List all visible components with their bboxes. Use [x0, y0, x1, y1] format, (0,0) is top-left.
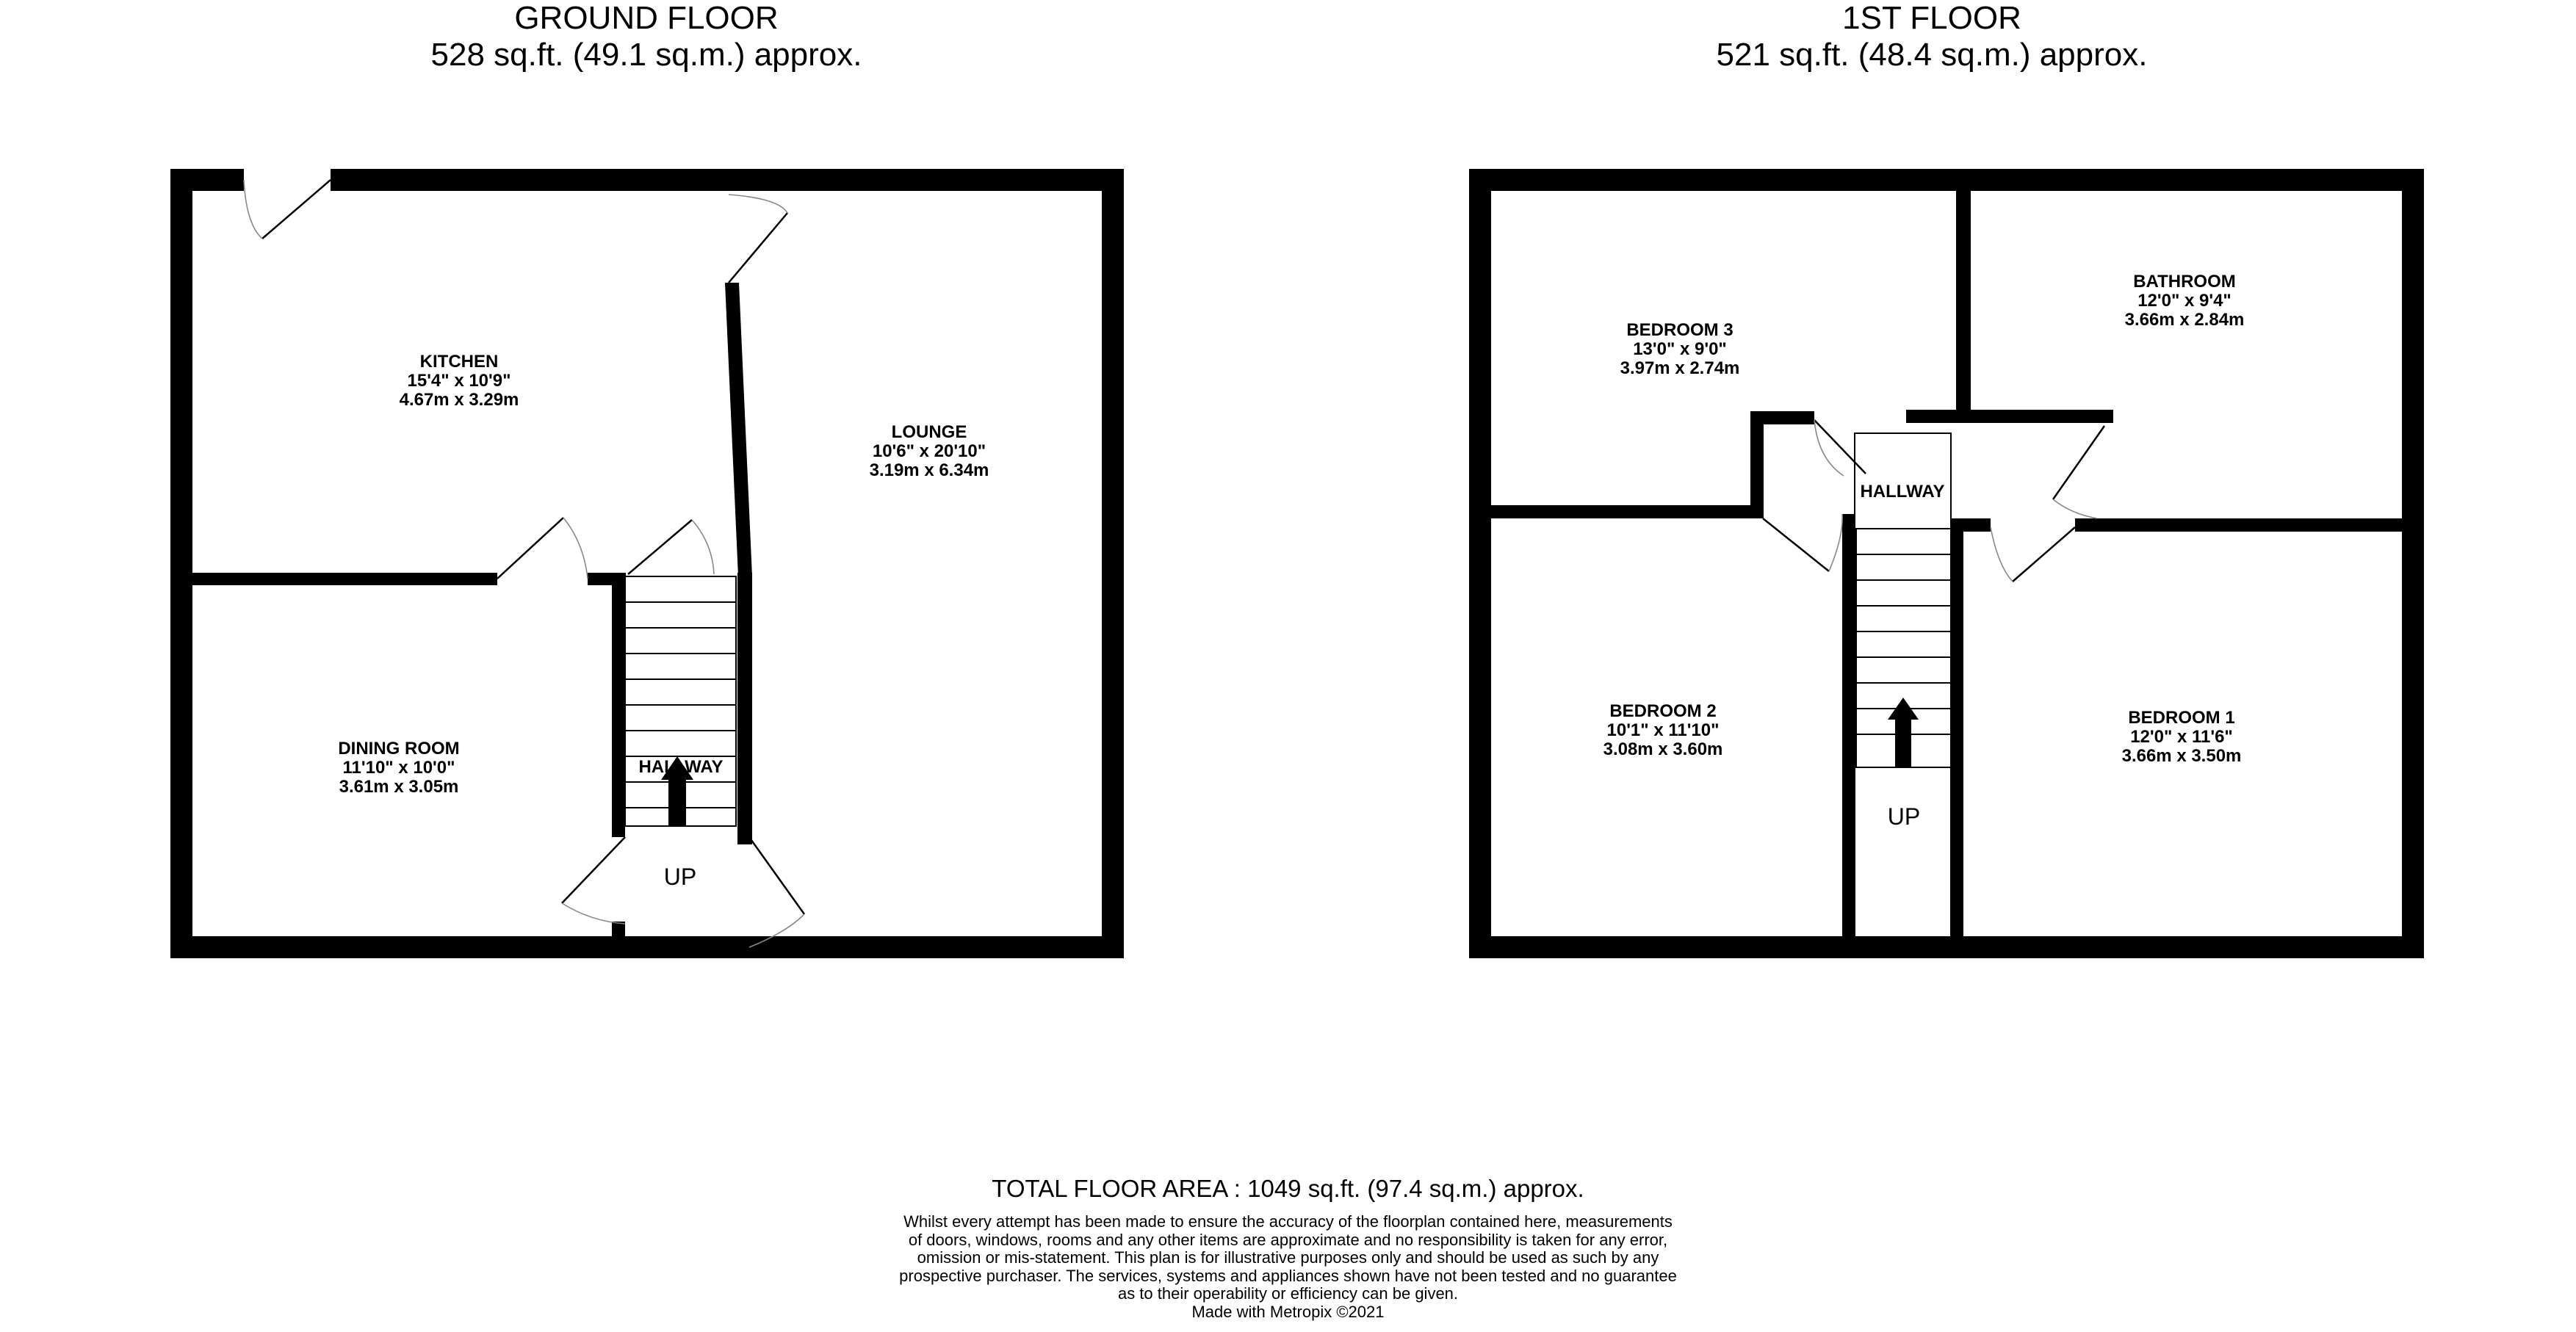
first-floor-area: 521 sq.ft. (48.4 sq.m.) approx. — [1716, 37, 2148, 73]
door-swing — [2053, 499, 2097, 518]
wall — [1950, 518, 1963, 941]
bedroom-1-metric: 3.66m x 3.50m — [2121, 746, 2242, 766]
kitchen-metric: 4.67m x 3.29m — [399, 390, 519, 410]
entrance-door — [749, 837, 804, 914]
door — [1814, 420, 1866, 474]
bedroom-2-metric: 3.08m x 3.60m — [1603, 739, 1723, 759]
wall — [1750, 411, 1814, 424]
door — [497, 518, 563, 579]
bedroom-3-metric: 3.97m x 2.74m — [1620, 358, 1740, 378]
kitchen-name: KITCHEN — [419, 352, 499, 372]
entrance-door — [562, 837, 625, 903]
lounge-metric: 3.19m x 6.34m — [869, 460, 989, 480]
wall — [2402, 169, 2424, 958]
disclaimer-line: Whilst every attempt has been made to ensure the accuracy of the floorplan contained here, measurements — [903, 1212, 1673, 1231]
door-swing — [692, 520, 714, 574]
disclaimer-line: of doors, windows, rooms and any other items are approximate and no responsibility is taken for any error, — [908, 1230, 1668, 1249]
bathroom-imperial: 12'0" x 9'4" — [2137, 291, 2232, 311]
wall — [1491, 505, 1763, 518]
ground-floor-plan — [170, 169, 1124, 958]
door — [262, 180, 331, 239]
wall — [2075, 518, 2406, 532]
disclaimer-line: as to their operability or efficiency can be given. — [1117, 1284, 1459, 1303]
bathroom-name: BATHROOM — [2133, 272, 2236, 292]
wall — [1961, 518, 1991, 532]
ground-floor-title: GROUND FLOOR — [514, 0, 779, 36]
bathroom-metric: 3.66m x 2.84m — [2124, 310, 2245, 330]
first-hallway-name: HALLWAY — [1860, 482, 1945, 502]
bedroom-3-imperial: 13'0" x 9'0" — [1633, 339, 1727, 359]
footer — [0, 1175, 2576, 1321]
wall — [1469, 936, 2424, 958]
wall — [170, 169, 192, 958]
first-stairs-up-label: UP — [1887, 803, 1921, 830]
disclaimer-line: prospective purchaser. The services, systems and appliances shown have not been tested and no guarantee — [899, 1266, 1677, 1285]
ground-floor-area: 528 sq.ft. (49.1 sq.m.) approx. — [430, 37, 862, 73]
wall — [737, 573, 752, 844]
bedroom-3-name: BEDROOM 3 — [1626, 320, 1733, 340]
dining-room-name: DINING ROOM — [338, 739, 460, 759]
bedroom-2-name: BEDROOM 2 — [1609, 701, 1717, 721]
first-floor-title: 1ST FLOOR — [1842, 0, 2021, 36]
wall — [1469, 169, 1491, 958]
dining-room-metric: 3.61m x 3.05m — [339, 777, 459, 797]
bedroom-1-name: BEDROOM 1 — [2128, 708, 2235, 728]
bedroom-2-imperial: 10'1" x 11'10" — [1606, 720, 1720, 740]
lounge-name: LOUNGE — [891, 422, 967, 442]
bedroom-1-imperial: 12'0" x 11'6" — [2130, 727, 2233, 747]
door-swing — [1829, 514, 1842, 571]
disclaimer — [0, 1213, 2576, 1321]
door-swing — [562, 903, 625, 924]
door-swing — [1991, 527, 2013, 582]
wall — [1102, 169, 1124, 958]
total-floor-area: TOTAL FLOOR AREA : 1049 sq.ft. (97.4 sq.m.) approx. — [992, 1175, 1584, 1202]
wall — [1469, 169, 2424, 191]
door — [1763, 518, 1829, 571]
wall — [1750, 411, 1764, 518]
wall — [1956, 187, 1971, 422]
wall — [725, 283, 752, 576]
wall — [170, 936, 1124, 958]
door — [729, 213, 787, 283]
door — [2053, 426, 2104, 499]
landing — [1855, 433, 1951, 529]
disclaimer-line: omission or mis-statement. This plan is for illustrative purposes only and should be used as such by any — [917, 1248, 1659, 1267]
door-swing — [244, 180, 262, 239]
door-swing — [1814, 420, 1844, 476]
metropix-credit: Made with Metropix ©2021 — [1191, 1302, 1385, 1321]
kitchen-imperial: 15'4" x 10'9" — [407, 371, 511, 391]
door — [628, 520, 692, 574]
wall — [1906, 410, 2113, 423]
first-floor-plan — [1469, 169, 2424, 958]
lounge-imperial: 10'6" x 20'10" — [872, 441, 986, 461]
door — [2013, 527, 2075, 582]
wall — [612, 573, 625, 837]
wall — [192, 573, 497, 585]
dining-room-imperial: 11'10" x 10'0" — [342, 758, 455, 778]
wall — [331, 169, 1124, 191]
wall — [1842, 514, 1855, 940]
door-swing — [729, 195, 787, 213]
door-swing — [563, 518, 588, 579]
ground-stairs-up-label: UP — [663, 864, 697, 890]
ground-hallway-name: HALLWAY — [638, 757, 724, 777]
